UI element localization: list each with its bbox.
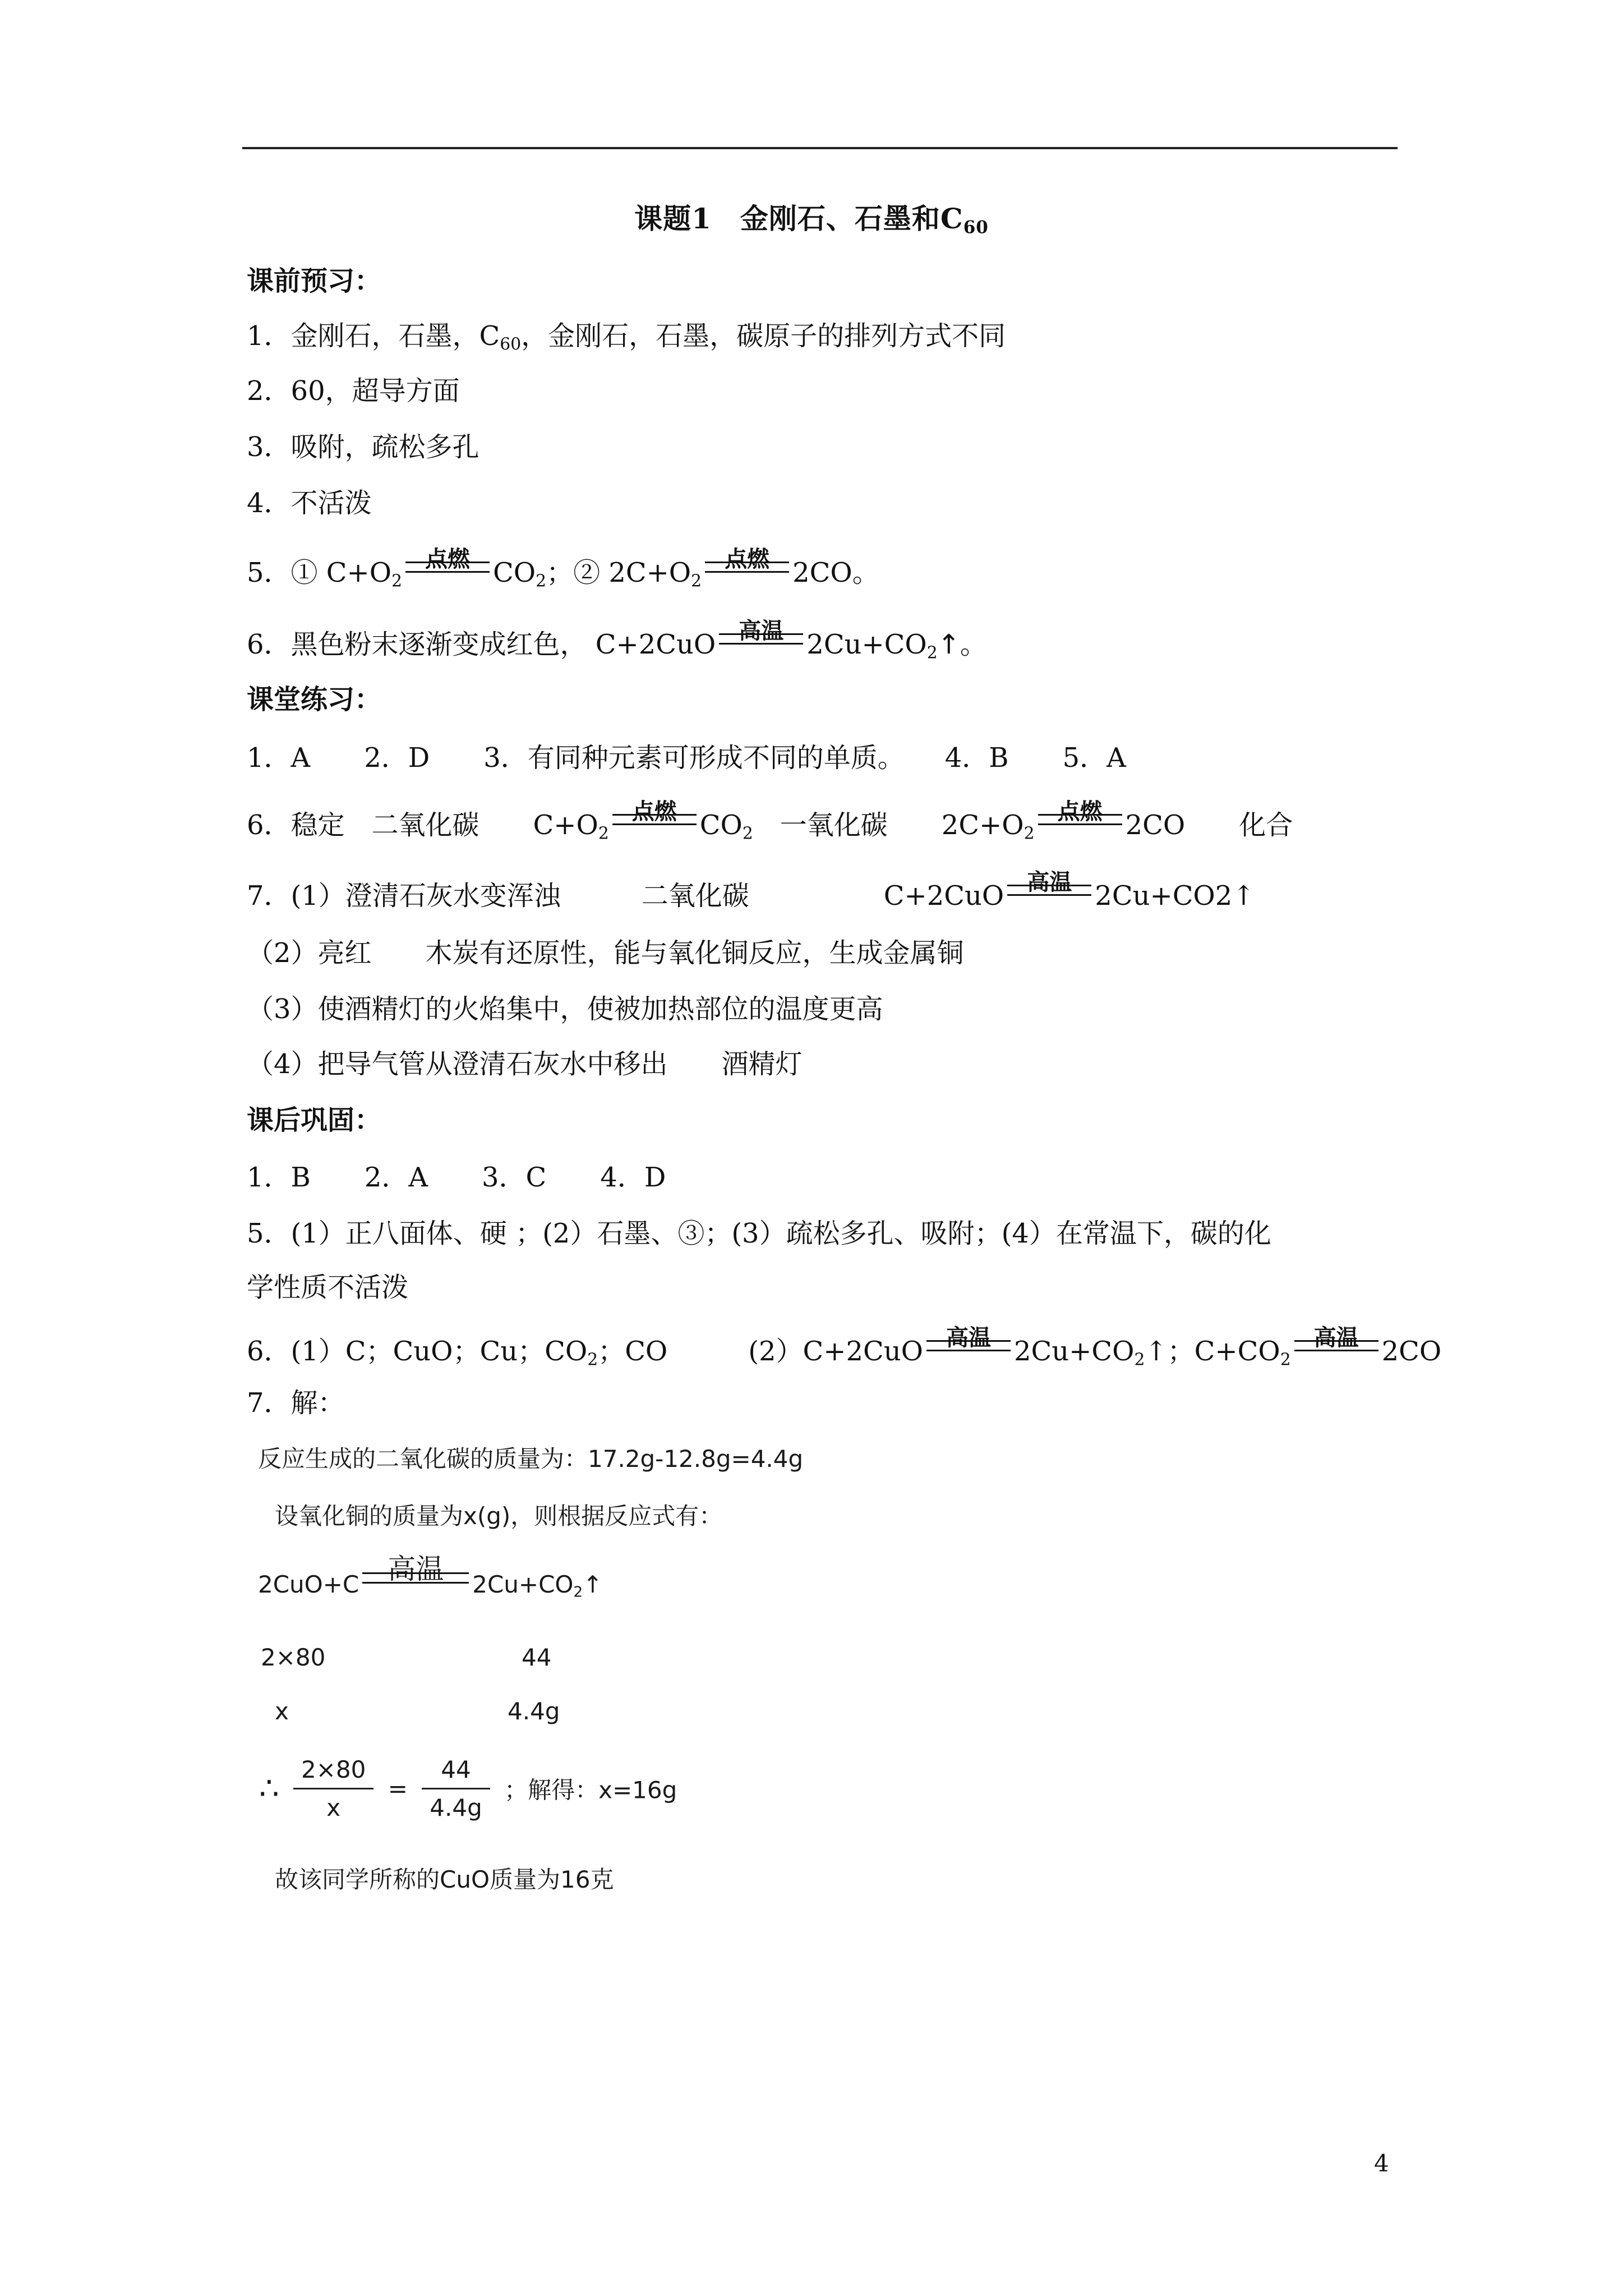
after-item-6: 6．(1）C；CuO；Cu；$CO_2$；CO (2）C+2CuO 高温 $2Cu+CO_2↑$；$C+CO_2$ 高温 2CO — [247, 1325, 1442, 1370]
after-item-1-4: 1．B 2．A 3．C 4．D — [247, 1162, 666, 1193]
ratio-row-2-left: x — [275, 1697, 289, 1725]
reaction-condition: 点燃 — [1035, 823, 1126, 834]
classroom-item-7-4: （4）把导气管从澄清石灰水中移出 酒精灯 — [247, 1048, 803, 1080]
after-item-7: 7．解： — [247, 1387, 345, 1419]
reaction-condition: 高温 — [1291, 1349, 1382, 1360]
preview-item-4: 4．不活泼 — [247, 487, 372, 519]
section-preview: 课前预习： — [247, 265, 382, 297]
reaction-condition: 高温 — [923, 1349, 1014, 1360]
page-number: 4 — [1374, 2150, 1389, 2177]
preview-item-1: 1．金刚石，石墨，$C_{60}$，金刚石，石墨，碳原子的排列方式不同 — [247, 320, 1006, 355]
solution-conclusion: 故该同学所称的CuO质量为16克 — [275, 1866, 614, 1893]
reaction-condition: 点燃 — [402, 570, 493, 582]
preview-item-3: 3．吸附，疏松多孔 — [247, 431, 479, 463]
classroom-item-6: 6．稳定 二氧化碳 $C+O_2$ 点燃 $CO_2$ 一氧化碳 $2C+O_2$ 点燃 2CO 化合 — [247, 799, 1293, 844]
reaction-condition: 点燃 — [702, 570, 792, 582]
reaction-condition: 高温 — [359, 1581, 472, 1593]
preview-item-5: 5．① $C+O_2$ 点燃 $CO_2$；② $2C+O_2$ 点燃 2CO。 — [247, 546, 879, 591]
section-classroom: 课堂练习： — [247, 684, 382, 715]
classroom-item-1-5: 1．A 2．D 3．有同种元素可形成不同的单质。 4．B 5．A — [247, 742, 1126, 774]
header-rule — [242, 147, 1398, 149]
fraction-right: $\frac{44}{4.4g}$ — [422, 1756, 490, 1821]
classroom-item-7-2: （2）亮红 木炭有还原性，能与氧化铜反应，生成金属铜 — [247, 937, 964, 969]
proportion-equation: ∴ $\frac{2\times 80}{x}$ = $\frac{44}{4.4g}$ ；解得：x=16g — [259, 1756, 677, 1821]
section-after: 课后巩固： — [247, 1105, 382, 1136]
reaction-condition: 点燃 — [609, 823, 700, 834]
ratio-row-1-left: 2×80 — [261, 1644, 326, 1671]
after-item-5-cont: 学性质不活泼 — [247, 1272, 409, 1303]
preview-item-6: 6．黑色粉末逐渐变成红色， C+2CuO 高温 $2Cu+CO_2↑$。 — [247, 618, 987, 663]
solution-step-2: 设氧化铜的质量为x(g)，则根据反应式有： — [275, 1502, 723, 1530]
classroom-item-7-3: （3）使酒精灯的火焰集中，使被加热部位的温度更高 — [247, 993, 883, 1025]
page-title: 课题1 金刚石、石墨和$C_{60}$ — [634, 202, 989, 238]
reaction-condition: 高温 — [716, 642, 806, 654]
after-item-5: 5．(1）正八面体、硬 ；(2）石墨、③；(3）疏松多孔、吸附；(4）在常温下，碳的化 — [247, 1218, 1271, 1249]
reaction-condition: 高温 — [1004, 894, 1095, 905]
ratio-row-1-right: 44 — [522, 1644, 552, 1671]
solution-step-1: 反应生成的二氧化碳的质量为：17.2g-12.8g=4.4g — [258, 1445, 804, 1473]
solution-equation: 2CuO+C 高温 $2Cu+CO_2↑$ — [258, 1553, 603, 1601]
classroom-item-7-1: 7．(1）澄清石灰水变浑浊 二氧化碳 C+2CuO 高温 2Cu+CO2↑ — [247, 869, 1255, 912]
preview-item-2: 2．60，超导方面 — [247, 375, 460, 407]
ratio-row-2-right: 4.4g — [508, 1697, 560, 1725]
fraction-left: $\frac{2\times 80}{x}$ — [293, 1756, 374, 1821]
